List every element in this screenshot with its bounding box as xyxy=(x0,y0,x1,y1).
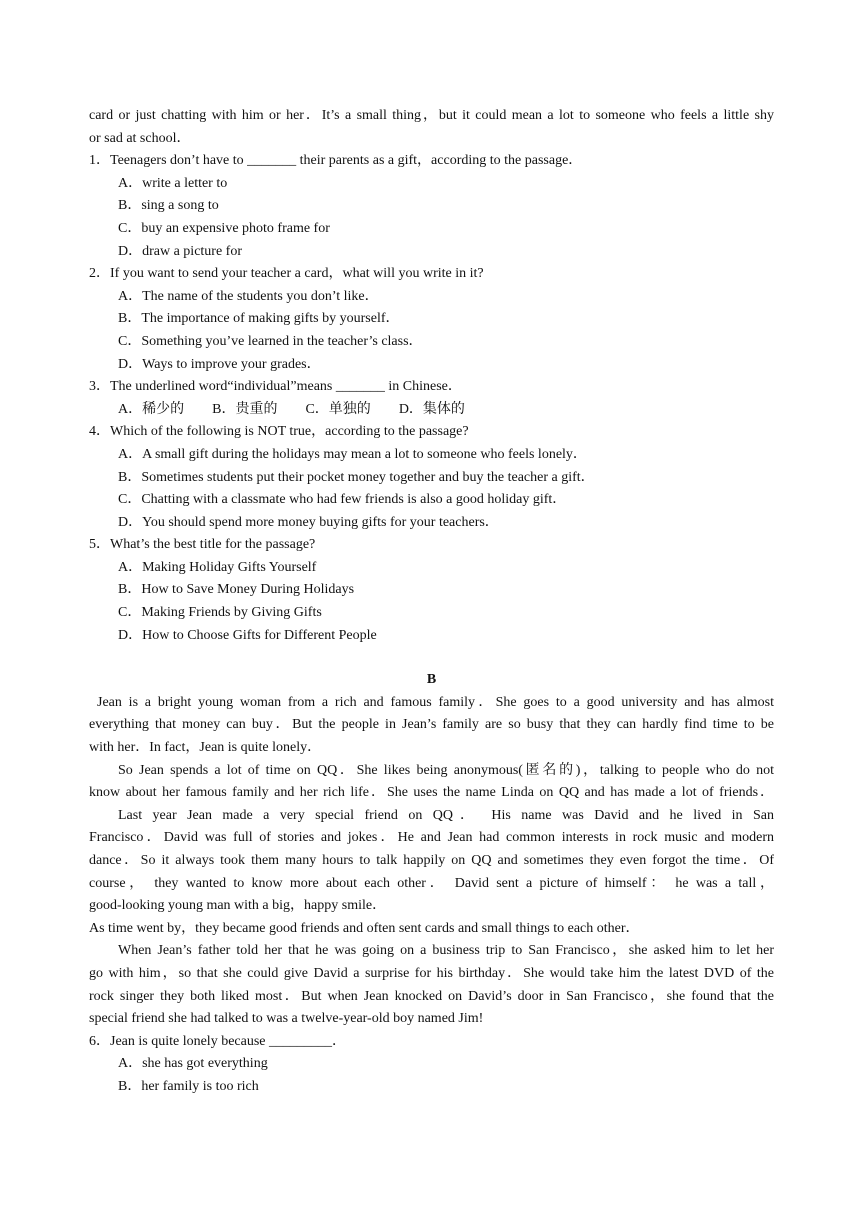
option: C．Chatting with a classmate who had few friends is also a good holiday gift． xyxy=(118,492,567,508)
option: B．How to Save Money During Holidays xyxy=(118,582,355,598)
option: A．The name of the students you don’t like． xyxy=(118,288,379,304)
option: A．she has got everything xyxy=(118,1056,268,1072)
option: B．The importance of making gifts by yourself． xyxy=(118,311,400,327)
question-5: 5．What’s the best title for the passage? xyxy=(89,537,316,553)
passage-line: card or just chatting with him or her．It’s a small thing，but it could mean a lot to someone who feels a little shy xyxy=(89,108,774,123)
section-heading: B xyxy=(426,672,437,688)
passage-line: know about her famous family and her rich life．She uses the name Linda on QQ and has made a lot of friends． xyxy=(89,785,774,801)
passage-line: rock singer they both liked most．But when Jean knocked on David’s door in San Francisco，she found that the xyxy=(89,988,774,1004)
passage-line: When Jean’s father told her that he was going on a business trip to San Francisco，she asked him to let her xyxy=(118,943,774,959)
option: A．A small gift during the holidays may mean a lot to someone who feels lonely． xyxy=(118,446,587,462)
question-4: 4．Which of the following is NOT true，according to the passage? xyxy=(89,424,469,440)
passage-line: or sad at school． xyxy=(89,130,191,146)
option: C．Making Friends by Giving Gifts xyxy=(118,605,322,621)
option: B．sing a song to xyxy=(118,198,219,214)
option: B．Sometimes students put their pocket money together and buy the teacher a gift． xyxy=(118,469,595,485)
passage-line: good-looking young man with a big，happy smile． xyxy=(89,898,387,914)
option: D．集体的 xyxy=(398,401,465,417)
option: B．贵重的 xyxy=(212,401,278,417)
option: D．You should spend more money buying gifts for your teachers． xyxy=(118,514,499,530)
option: C．单独的 xyxy=(305,401,371,417)
question-6: 6．Jean is quite lonely because _________． xyxy=(89,1033,347,1049)
option: D．How to Choose Gifts for Different People xyxy=(118,627,377,643)
passage-line: everything that money can buy．But the people in Jean’s family are so busy that they can hardly find time to be xyxy=(89,717,774,733)
option: A．稀少的 xyxy=(118,401,185,417)
option: A．Making Holiday Gifts Yourself xyxy=(118,559,317,575)
question-1: 1．Teenagers don’t have to _______ their parents as a gift，according to the passage． xyxy=(89,153,583,169)
option: C．buy an expensive photo frame for xyxy=(118,220,330,236)
passage-line: Last year Jean made a very special friend on QQ． His name was David and he lived in San xyxy=(118,807,774,823)
question-2: 2．If you want to send your teacher a card，what will you write in it? xyxy=(89,266,484,282)
question-3: 3．The underlined word“individual”means _______ in Chinese． xyxy=(89,379,462,395)
option-row xyxy=(89,399,774,422)
passage-line: As time went by，they became good friends and often sent cards and small things to each other． xyxy=(89,920,640,936)
option: A．write a letter to xyxy=(118,175,228,191)
passage-line: Francisco．David was full of stories and jokes．He and Jean had common interests in rock music and modern xyxy=(89,830,774,846)
option: B．her family is too rich xyxy=(118,1078,259,1094)
passage-line: Jean is a bright young woman from a rich and famous family．She goes to a good university and has almost xyxy=(97,694,774,710)
document-page xyxy=(89,105,774,1099)
passage-line: with her．In fact，Jean is quite lonely． xyxy=(89,740,322,756)
option: C．Something you’ve learned in the teacher’s class． xyxy=(118,333,423,349)
passage-line: go with him，so that she could give David a surprise for his birthday．She would take him the latest DVD of the xyxy=(89,965,774,981)
passage-line: special friend she had talked to was a twelve-year-old boy named Jim! xyxy=(89,1011,484,1027)
passage-line: dance．So it always took them many hours to talk happily on QQ and sometimes they even forgot the time．Of xyxy=(89,853,774,868)
passage-line: course， they wanted to know more about each other． David sent a picture of himself： he was a tall， xyxy=(89,875,774,891)
passage-line: So Jean spends a lot of time on QQ．She likes being anonymous(匿名的)，talking to people who do not xyxy=(118,762,774,778)
option: D．Ways to improve your grades． xyxy=(118,356,321,372)
option: D．draw a picture for xyxy=(118,243,243,259)
